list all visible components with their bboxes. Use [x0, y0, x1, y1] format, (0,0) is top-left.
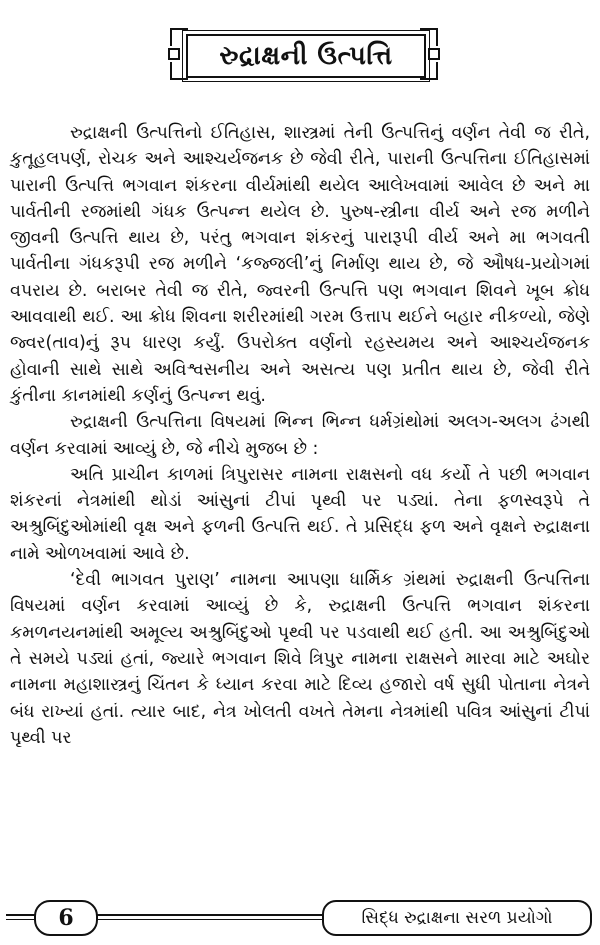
body-text [10, 120, 590, 751]
paragraph: ‘દેવી ભાગવત પુરાણ’ નામના આપણા ધાર્મિક ગ્રંથમાં રુદ્રાક્ષની ઉત્પત્તિના વિષયમાં વર્ણન કરવામાં આવ્યું છે કે, રુદ્રાક્ષની ઉત્પત્તિ ભગવાન શંકરના કમળનયનમાંથી અમૂલ્ય અશ્રુબિંદુઓ પૃથ્વી પર પડવાથી થઈ હતી. આ અશ્રુબિંદુઓ તે સમયે પડ્યાં હતાં, જ્યારે ભગવાન શિવે ત્રિપુર નામના રાક્ષસને મારવા માટે અઘોર નામના મહાશાસ્ત્રનું ચિંતન કે ધ્યાન કરવા માટે દિવ્ય હજારો વર્ષ સુધી પોતાના નેત્રને બંધ રાખ્યાં હતાં. ત્યાર બાદ, નેત્ર ખોલતી વખતે તેમના નેત્રમાંથી પવિત્ર આંસુનાં ટીપાં પૃથ્વી પર [10, 570, 590, 748]
page-number: 6 [58, 905, 74, 931]
chapter-title-box [186, 34, 426, 78]
page-number-badge [34, 900, 98, 936]
book-title: સિદ્ધ રુદ્રાક્ષના સરળ પ્રયોગો [361, 908, 553, 928]
paragraph: અતિ પ્રાચીન કાળમાં ત્રિપુરાસર નામના રાક્ષસનો વધ કર્યો તે પછી ભગવાન શંકરનાં નેત્રમાંથી થોડાં આંસુનાં ટીપાં પૃથ્વી પર પડ્યાં. તેના ફળસ્વરૂપે તે અશ્રુબિંદુઓમાંથી વૃક્ષ અને ફળની ઉત્પત્તિ થઈ. તે પ્રસિદ્ધ ફળ અને વૃક્ષને રુદ્રાક્ષના નામે ઓળખવામાં આવે છે. [10, 464, 590, 564]
chapter-title: રુદ્રાક્ષની ઉત્પત્તિ [219, 40, 393, 71]
chapter-title-frame [168, 28, 440, 80]
running-footer-title-box [322, 900, 592, 936]
paragraph: રુદ્રાક્ષની ઉત્પત્તિના વિષયમાં ભિન્ન ભિન્ન ધર્મગ્રંથોમાં અલગ-અલગ ઢંગથી વર્ણન કરવામાં આવ્યું છે, જે નીચે મુજબ છે : [10, 412, 590, 459]
frame-side-ornament [168, 48, 180, 60]
page-footer [0, 898, 600, 938]
frame-side-ornament [428, 48, 440, 60]
paragraph: રુદ્રાક્ષની ઉત્પત્તિનો ઈતિહાસ, શાસ્ત્રમાં તેની ઉત્પત્તિનું વર્ણન તેવી જ રીતે, કુતૂહલપર્ણ, રોચક અને આશ્ચર્યજનક છે જેવી રીતે, પારાની ઉત્પત્તિના ઈતિહાસમાં પારાની ઉત્પત્તિ ભગવાન શંકરના વીર્યમાંથી થયેલ આલેખવામાં આવેલ છે અને મા પાર્વતીની રજમાંથી ગંધક ઉત્પન્ન થયેલ છે. પુરુષ-સ્ત્રીના વીર્ય અને રજ મળીને જીવની ઉત્પત્તિ થાય છે, પરંતુ ભગવાન શંકરનું પારારૂપી વીર્ય અને મા ભગવતી પાર્વતીના ગંધકરૂપી રજ મળીને ‘કજ્જલી’નું નિર્માણ થાય છે, જે ઔષધ-પ્રયોગમાં વપરાય છે. બરાબર તેવી જ રીતે, જ્વરની ઉત્પત્તિ પણ ભગવાન શિવને ખૂબ ક્રોધ આવવાથી થઈ. આ ક્રોધ શિવના શરીરમાંથી ગરમ ઉત્તાપ થઈને બહાર નીકળ્યો, જેણે જ્વર(તાવ)નું રૂપ ધારણ કર્યું. ઉપરોક્ત વર્ણનો રહસ્યમય અને આશ્ચર્યજનક હોવાની સાથે સાથે અવિશ્વસનીય અને અસત્ય પણ પ્રતીત થાય છે, જેવી રીતે કુંતીના કાનમાંથી કર્ણનું ઉત્પન્ન થવું. [10, 123, 590, 406]
